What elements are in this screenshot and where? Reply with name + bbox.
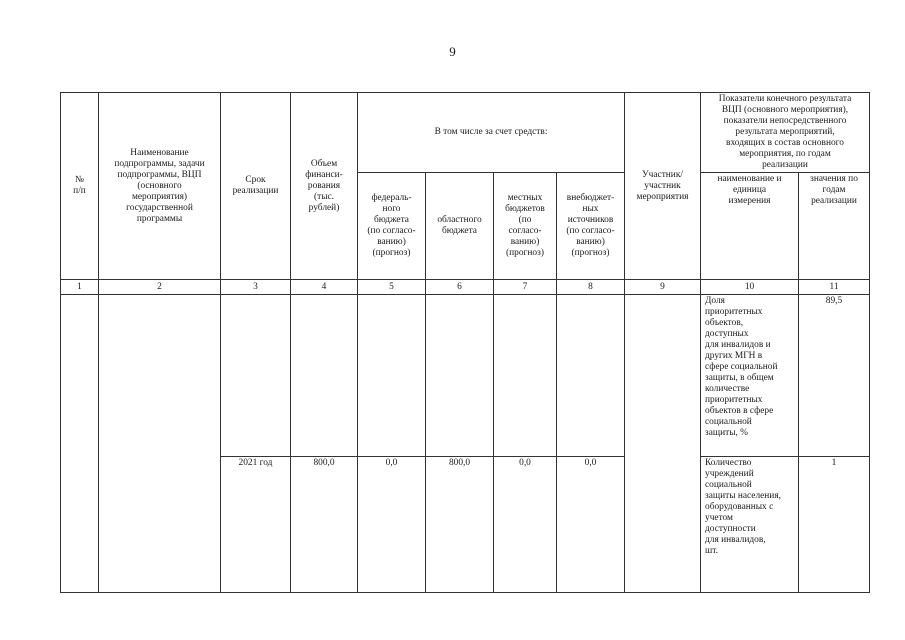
text-line: объектов, xyxy=(705,318,744,328)
text-line: (по согласо- xyxy=(566,226,615,236)
text-line: защиты, в общем xyxy=(705,373,774,383)
text-line: единица xyxy=(732,185,767,195)
header-term xyxy=(221,93,291,280)
text-line: для инвалидов, xyxy=(705,535,766,545)
text-line: (прогноз) xyxy=(571,248,610,258)
text-line: измерения xyxy=(728,196,771,206)
text-line: значения по xyxy=(810,174,858,184)
header-regional xyxy=(426,173,494,280)
column-number: 5 xyxy=(358,280,426,295)
text-line: участник xyxy=(644,180,681,191)
header-sources-group: В том числе за счет средств: xyxy=(358,93,625,173)
text-line: рования xyxy=(307,180,341,191)
header-extrabudget xyxy=(557,173,625,280)
text-line: внебюджет- xyxy=(566,193,615,203)
header-name xyxy=(99,93,221,280)
text-line: программы xyxy=(136,213,183,224)
table-row xyxy=(61,295,870,457)
header-number xyxy=(61,93,99,280)
column-number: 7 xyxy=(494,280,557,295)
text-line: (тыс. xyxy=(313,191,335,202)
text-line: социальной xyxy=(705,417,752,427)
text-line: ного xyxy=(382,204,401,214)
text-line: результата мероприятий, xyxy=(735,127,835,137)
header-indicator-values xyxy=(799,173,870,280)
text-line: учреждений xyxy=(705,469,754,479)
header-federal xyxy=(358,173,426,280)
text-line: реализации xyxy=(232,186,279,196)
column-number: 1 xyxy=(61,280,99,295)
cell-term: 2021 год xyxy=(221,457,291,593)
header-local xyxy=(494,173,557,280)
column-number: 2 xyxy=(99,280,221,295)
text-line: Показатели конечного результата xyxy=(718,94,852,104)
text-line: Объем xyxy=(310,158,338,169)
text-line: рублей) xyxy=(308,202,340,213)
text-line: входящих в состав основного xyxy=(726,138,844,148)
cell-financing-empty xyxy=(291,295,358,457)
text-line: приоритетных xyxy=(705,395,763,405)
column-numbers-row xyxy=(61,280,870,295)
text-line: подпрограммы, задачи xyxy=(114,158,205,169)
cell-local: 0,0 xyxy=(494,457,557,593)
text-line: бюджета xyxy=(442,226,477,236)
cell-participant-empty xyxy=(625,295,701,593)
text-line: финанси- xyxy=(305,169,343,180)
text-line: показатели непосредственного xyxy=(723,116,847,126)
text-line: мероприятия) xyxy=(131,191,188,202)
text-line: Срок xyxy=(245,175,266,185)
cell-regional: 800,0 xyxy=(426,457,494,593)
text-line: (по согласо- xyxy=(367,226,416,236)
text-line: п/п xyxy=(73,186,86,196)
cell-term-empty xyxy=(221,295,291,457)
column-number: 8 xyxy=(557,280,625,295)
text-line: других МГН в xyxy=(705,351,763,361)
text-line: доступности xyxy=(705,524,756,534)
text-line: мероприятия, по годам xyxy=(739,149,831,159)
text-line: годам xyxy=(822,185,846,195)
column-number: 6 xyxy=(426,280,494,295)
text-line: защиты, % xyxy=(705,428,748,438)
cell-regional-empty xyxy=(426,295,494,457)
text-line: (основного xyxy=(137,180,182,191)
text-line: наименование и xyxy=(717,174,782,184)
text-line: (прогноз) xyxy=(506,248,544,258)
column-number: 9 xyxy=(625,280,701,295)
cell-federal: 0,0 xyxy=(358,457,426,593)
indicator-name xyxy=(701,295,799,457)
text-line: оборудованных с xyxy=(705,502,774,512)
text-line: сфере социальной xyxy=(705,362,778,372)
text-line: Участник/ xyxy=(642,169,683,180)
text-line: реализации xyxy=(811,196,857,206)
text-line: объектов в сфере xyxy=(705,406,774,416)
text-line: реализации xyxy=(762,160,808,170)
text-line: доступных xyxy=(705,329,749,339)
text-line: местных xyxy=(507,193,543,203)
cell-financing-total: 800,0 xyxy=(291,457,358,593)
cell-federal-empty xyxy=(358,295,426,457)
text-line: количестве xyxy=(705,384,750,394)
text-line: бюджета xyxy=(374,215,409,225)
text-line: ванию) xyxy=(377,237,406,247)
text-line: ВЦП (основного мероприятия), xyxy=(721,105,849,115)
text-line: Доля xyxy=(705,296,725,306)
indicator-value: 89,5 xyxy=(799,295,870,457)
text-line: приоритетных xyxy=(705,307,763,317)
text-line: ванию) xyxy=(576,237,605,247)
cell-number-empty xyxy=(61,295,99,593)
text-line: государственной xyxy=(126,202,193,213)
cell-name-empty xyxy=(99,295,221,593)
text-line: Наименование xyxy=(130,147,189,158)
indicator-value: 1 xyxy=(799,457,870,593)
text-line: (прогноз) xyxy=(372,248,411,258)
column-number: 4 xyxy=(291,280,358,295)
header-indicators xyxy=(701,93,870,173)
text-line: согласо- xyxy=(508,226,542,236)
text-line: социальной xyxy=(705,480,752,490)
cell-extra-empty xyxy=(557,295,625,457)
indicator-name xyxy=(701,457,799,593)
page-number: 9 xyxy=(449,44,456,59)
cell-local-empty xyxy=(494,295,557,457)
text-line: № xyxy=(75,175,84,185)
header-financing xyxy=(291,93,358,280)
text-line: бюджетов xyxy=(505,204,545,214)
text-line: шт. xyxy=(705,546,718,556)
text-line: федераль- xyxy=(371,193,412,203)
program-table xyxy=(60,92,870,593)
text-line: источников xyxy=(567,215,614,225)
header-indicator-name xyxy=(701,173,799,280)
text-line: для инвалидов и xyxy=(705,340,771,350)
text-line: мероприятия xyxy=(636,191,689,202)
text-line: Количество xyxy=(705,458,752,468)
column-number: 10 xyxy=(701,280,799,295)
text-line: защиты населения, xyxy=(705,491,781,501)
text-line: подпрограммы, ВЦП xyxy=(117,169,202,180)
cell-extrabudget: 0,0 xyxy=(557,457,625,593)
text-line: ных xyxy=(582,204,599,214)
header-participant xyxy=(625,93,701,280)
text-line: ванию) xyxy=(510,237,540,247)
text-line: областного xyxy=(437,215,482,225)
column-number: 3 xyxy=(221,280,291,295)
text-line: (по xyxy=(518,215,532,225)
column-number: 11 xyxy=(799,280,870,295)
text-line: учетом xyxy=(705,513,733,523)
